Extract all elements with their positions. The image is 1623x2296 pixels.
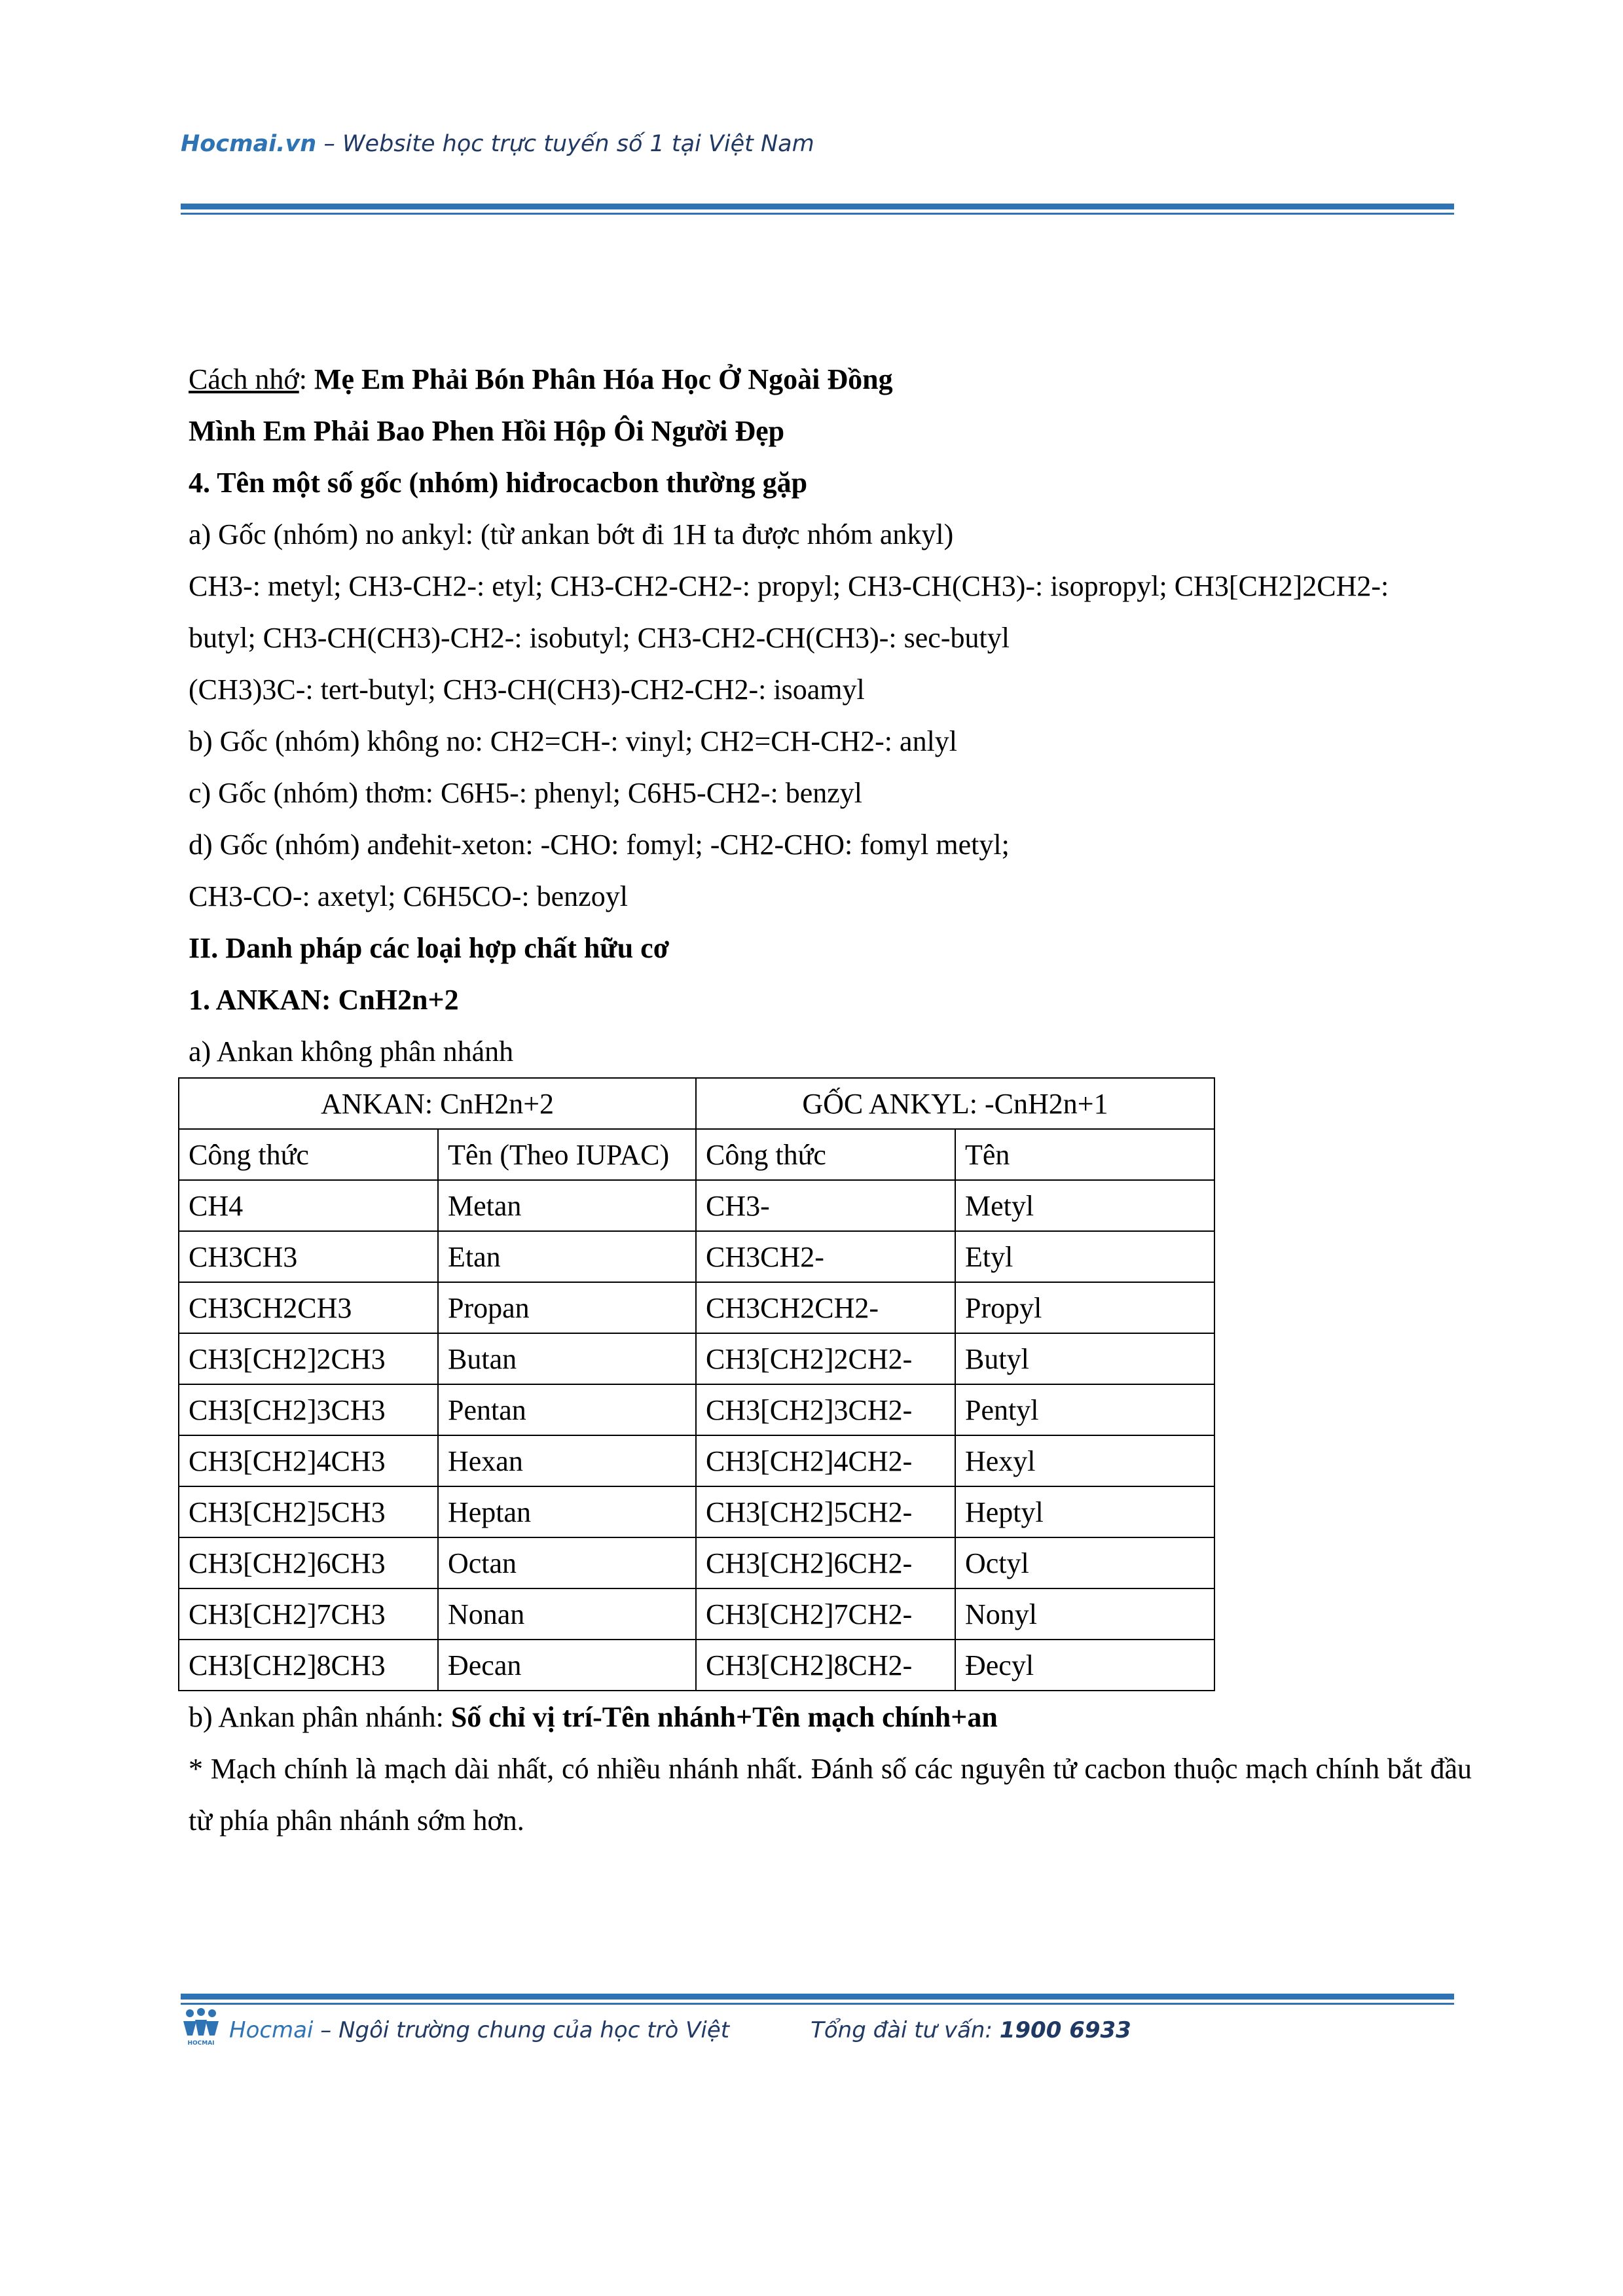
radical-name-cell: Hexyl <box>955 1435 1214 1486</box>
radical-formula-cell: CH3[CH2]8CH2- <box>696 1640 955 1691</box>
radical-formula-cell: CH3[CH2]2CH2- <box>696 1333 955 1384</box>
alkane-name-cell: Metan <box>438 1180 696 1231</box>
radical-name-cell: Pentyl <box>955 1384 1214 1435</box>
table-row <box>179 1384 1214 1435</box>
branched-ankan-rule: b) Ankan phân nhánh: Số chỉ vị trí-Tên nhánh+Tên mạch chính+an <box>189 1701 998 1733</box>
radical-formula-cell: CH3- <box>696 1180 955 1231</box>
hocmai-logo-icon <box>181 2007 221 2047</box>
mnemonic-text-1: Mẹ Em Phải Bón Phân Hóa Học Ở Ngoài Đồng <box>314 363 893 395</box>
acyl-groups: CH3-CO-: axetyl; C6H5CO-: benzoyl <box>189 880 628 912</box>
alkane-formula-cell: CH3CH2CH3 <box>179 1282 438 1333</box>
section-4-title: 4. Tên một số gốc (nhóm) hiđrocacbon thường gặp <box>189 467 808 499</box>
hotline-label: Tổng đài tư vấn: <box>811 2017 1000 2043</box>
naming-rule: Số chỉ vị trí-Tên nhánh+Tên mạch chính+an <box>450 1701 998 1733</box>
ankan-table <box>178 1077 1215 1691</box>
alkane-name-cell: Butan <box>438 1333 696 1384</box>
table-column-header-row <box>179 1129 1214 1180</box>
header-divider <box>181 204 1454 209</box>
svg-text:HOCMAI: HOCMAI <box>187 2040 215 2047</box>
hotline-number[interactable]: 1900 6933 <box>999 2017 1131 2043</box>
footer-divider <box>181 1994 1454 2000</box>
header-brand-link[interactable]: Hocmai.vn <box>181 131 317 157</box>
section-II-title: II. Danh pháp các loại hợp chất hữu cơ <box>189 932 670 964</box>
alkane-name-cell: Đecan <box>438 1640 696 1691</box>
radical-formula-cell: CH3CH2CH2- <box>696 1282 955 1333</box>
table-row <box>179 1640 1214 1691</box>
table-row <box>179 1537 1214 1588</box>
alkane-name-cell: Heptan <box>438 1486 696 1537</box>
table-group-header-row <box>179 1078 1214 1129</box>
header-tagline: – Website học trực tuyến số 1 tại Việt Nam <box>316 131 814 157</box>
alkane-formula-cell: CH3[CH2]3CH3 <box>179 1384 438 1435</box>
alkyl-intro: a) Gốc (nhóm) no ankyl: (từ ankan bớt đi 1H ta được nhóm ankyl) <box>189 518 954 550</box>
table-row <box>179 1282 1214 1333</box>
col-header-radical-name: Tên <box>955 1129 1214 1180</box>
radical-name-cell: Octyl <box>955 1537 1214 1588</box>
table-row <box>179 1180 1214 1231</box>
main-chain-note: * Mạch chính là mạch dài nhất, có nhiều nhánh nhất. Đánh số các nguyên tử cacbon thuộc mạch chính bắt đầu từ phía phân nhánh sớm hơn. <box>189 1753 1472 1837</box>
radical-formula-cell: CH3[CH2]4CH2- <box>696 1435 955 1486</box>
col-header-formula: Công thức <box>179 1129 438 1180</box>
page-header <box>181 131 1457 157</box>
radical-formula-cell: CH3[CH2]5CH2- <box>696 1486 955 1537</box>
alkane-formula-cell: CH4 <box>179 1180 438 1231</box>
radical-formula-cell: CH3[CH2]3CH2- <box>696 1384 955 1435</box>
table-row <box>179 1333 1214 1384</box>
table-row <box>179 1588 1214 1640</box>
radical-name-cell: Etyl <box>955 1231 1214 1282</box>
mnemonic-line-1: Cách nhớ: Mẹ Em Phải Bón Phân Hóa Học Ở Ngoài Đồng <box>189 363 893 395</box>
document-body <box>189 353 1472 1846</box>
table-row <box>179 1435 1214 1486</box>
alkane-formula-cell: CH3[CH2]7CH3 <box>179 1588 438 1640</box>
radical-name-cell: Propyl <box>955 1282 1214 1333</box>
radical-name-cell: Đecyl <box>955 1640 1214 1691</box>
header-divider-thin <box>181 213 1454 215</box>
mnemonic-line-2: Mình Em Phải Bao Phen Hồi Hộp Ôi Người Đẹp <box>189 415 785 447</box>
footer-divider-thin <box>181 2003 1454 2005</box>
table-row <box>179 1486 1214 1537</box>
radical-formula-cell: CH3[CH2]7CH2- <box>696 1588 955 1640</box>
alkyl-list-line-2: butyl; CH3-CH(CH3)-CH2-: isobutyl; CH3-CH2-CH(CH3)-: sec-butyl <box>189 622 1010 654</box>
radical-formula-cell: CH3CH2- <box>696 1231 955 1282</box>
col-header-iupac-name: Tên (Theo IUPAC) <box>438 1129 696 1180</box>
ankan-unbranched-label: a) Ankan không phân nhánh <box>189 1035 514 1067</box>
alkane-formula-cell: CH3[CH2]6CH3 <box>179 1537 438 1588</box>
footer-brand[interactable]: Hocmai <box>229 2017 314 2043</box>
alkane-name-cell: Propan <box>438 1282 696 1333</box>
alkane-name-cell: Etan <box>438 1231 696 1282</box>
group-header-ankan: ANKAN: CnH2n+2 <box>179 1078 696 1129</box>
radical-name-cell: Butyl <box>955 1333 1214 1384</box>
alkane-formula-cell: CH3CH3 <box>179 1231 438 1282</box>
radical-name-cell: Metyl <box>955 1180 1214 1231</box>
alkane-name-cell: Hexan <box>438 1435 696 1486</box>
table-row <box>179 1231 1214 1282</box>
alkane-name-cell: Nonan <box>438 1588 696 1640</box>
alkane-name-cell: Pentan <box>438 1384 696 1435</box>
radical-name-cell: Heptyl <box>955 1486 1214 1537</box>
footer-tagline: – Ngôi trường chung của học trò Việt <box>313 2017 730 2043</box>
mnemonic-label: Cách nhớ <box>189 363 299 395</box>
alkane-formula-cell: CH3[CH2]5CH3 <box>179 1486 438 1537</box>
alkane-formula-cell: CH3[CH2]4CH3 <box>179 1435 438 1486</box>
alkyl-list-line-3: (CH3)3C-: tert-butyl; CH3-CH(CH3)-CH2-CH2-: isoamyl <box>189 673 865 706</box>
alkane-name-cell: Octan <box>438 1537 696 1588</box>
aromatic-groups: c) Gốc (nhóm) thơm: C6H5-: phenyl; C6H5-CH2-: benzyl <box>189 777 862 809</box>
radical-formula-cell: CH3[CH2]6CH2- <box>696 1537 955 1588</box>
alkyl-list-line-1: CH3-: metyl; CH3-CH2-: etyl; CH3-CH2-CH2-: propyl; CH3-CH(CH3)-: isopropyl; CH3[CH2]2CH2-: <box>189 570 1389 602</box>
alkane-formula-cell: CH3[CH2]2CH3 <box>179 1333 438 1384</box>
col-header-radical-formula: Công thức <box>696 1129 955 1180</box>
aldehyde-ketone-groups: d) Gốc (nhóm) anđehit-xeton: -CHO: fomyl; -CH2-CHO: fomyl metyl; <box>189 829 1010 861</box>
ankan-title: 1. ANKAN: CnH2n+2 <box>189 984 459 1016</box>
radical-name-cell: Nonyl <box>955 1588 1214 1640</box>
page-footer <box>229 2017 1453 2043</box>
alkane-formula-cell: CH3[CH2]8CH3 <box>179 1640 438 1691</box>
unsaturated-groups: b) Gốc (nhóm) không no: CH2=CH-: vinyl; CH2=CH-CH2-: anlyl <box>189 725 958 757</box>
group-header-ankyl: GỐC ANKYL: -CnH2n+1 <box>696 1078 1214 1129</box>
